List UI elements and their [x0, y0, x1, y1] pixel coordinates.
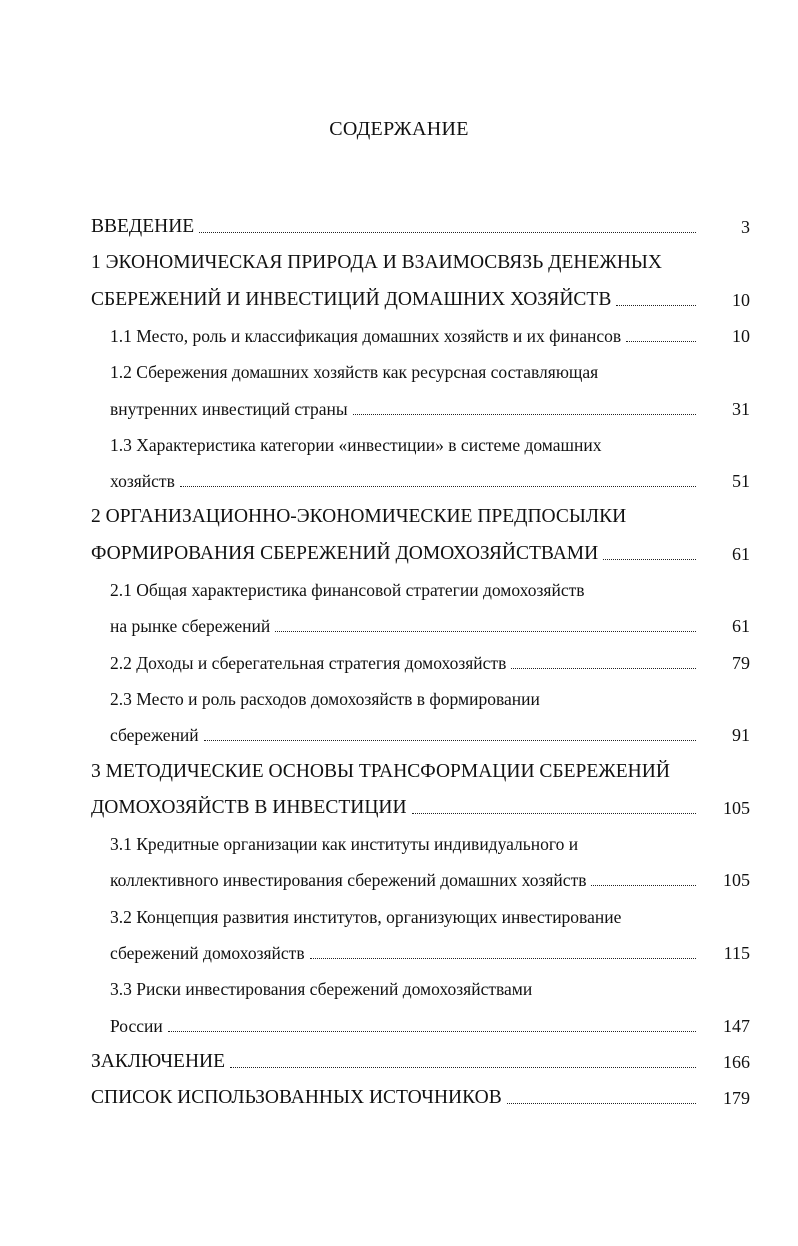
dot-leader — [353, 414, 696, 415]
toc-entry-line — [0, 390, 798, 426]
toc-entry-text: сбережений домохозяйств — [110, 943, 305, 963]
dot-leader — [507, 1103, 696, 1104]
toc-entry — [110, 653, 698, 674]
dot-leader — [310, 958, 696, 959]
toc-entry-text: внутренних инвестиций страны — [110, 398, 348, 419]
toc-entry-text: 2.1 Общая характеристика финансовой стратегии домохозяйств — [110, 580, 585, 600]
toc-entry-line — [0, 934, 798, 970]
toc-entry-text: 3 МЕТОДИЧЕСКИЕ ОСНОВЫ ТРАНСФОРМАЦИИ СБЕРЕЖЕНИЙ — [91, 760, 670, 782]
dot-leader — [626, 341, 696, 342]
toc-page-number: 61 — [732, 616, 750, 637]
toc-entry-text: России — [110, 1015, 163, 1036]
toc-entry-text: СПИСОК ИСПОЛЬЗОВАННЫХ ИСТОЧНИКОВ — [91, 1087, 502, 1109]
toc-entry-text: ФОРМИРОВАНИЯ СБЕРЕЖЕНИЙ ДОМОХОЗЯЙСТВАМИ — [91, 542, 599, 564]
toc-entry-text: хозяйств — [110, 471, 175, 492]
toc-entry-text: ДОМОХОЗЯЙСТВ В ИНВЕСТИЦИИ — [91, 796, 407, 818]
toc-entry — [110, 399, 698, 420]
toc-entry-text: СБЕРЕЖЕНИЙ И ИНВЕСТИЦИЙ ДОМАШНИХ ХОЗЯЙСТВ — [91, 288, 612, 310]
toc-entry-text: на рынке сбережений — [110, 616, 271, 637]
toc-entry-line — [0, 607, 798, 643]
toc-entry — [91, 1051, 698, 1073]
toc-entry — [91, 543, 698, 565]
toc-entry-line — [0, 861, 798, 897]
toc-entry-text: 1.3 Характеристика категории «инвестиции» в системе домашних — [110, 434, 602, 455]
toc-entry-line — [0, 753, 798, 789]
dot-leader — [616, 305, 696, 306]
toc-entry-text: 1.1 Место, роль и классификация домашних хозяйств и их финансов — [110, 325, 622, 346]
toc-entry-text: 2.3 Место и роль расходов домохозяйств в формировании — [110, 688, 540, 709]
toc-entry — [91, 797, 698, 819]
toc-entry — [110, 471, 698, 492]
dot-leader — [180, 486, 696, 487]
toc-entry-line — [0, 970, 798, 1006]
toc-page-number: 61 — [732, 543, 750, 564]
toc-entry — [91, 1087, 698, 1109]
dot-leader — [511, 668, 696, 669]
toc-entry-line — [0, 1043, 798, 1079]
dot-leader — [199, 232, 696, 233]
toc-entry-text: коллективного инвестирования сбережений домашних хозяйств — [110, 870, 587, 891]
toc-entry-text: 2 ОРГАНИЗАЦИОННО-ЭКОНОМИЧЕСКИЕ ПРЕДПОСЫЛКИ — [91, 506, 627, 528]
toc-entry-line — [0, 898, 798, 934]
toc-entry-text: 3.3 Риски инвестирования сбережений домохозяйствами — [110, 979, 533, 1000]
toc-page-number: 105 — [723, 797, 750, 818]
toc-entry-line — [0, 244, 798, 280]
toc-entry-line — [0, 789, 798, 825]
dot-leader — [230, 1067, 696, 1068]
toc-entry-text: 2.2 Доходы и сберегательная стратегия домохозяйств — [110, 652, 507, 673]
toc-page-number: 79 — [732, 652, 750, 673]
toc-entry — [110, 1016, 698, 1037]
toc-page-number: 51 — [732, 471, 750, 492]
dot-leader — [204, 740, 696, 741]
dot-leader — [603, 559, 696, 560]
toc-entry-line — [0, 644, 798, 680]
toc-page-number: 147 — [723, 1015, 750, 1036]
toc-entry-line — [0, 462, 798, 498]
toc-page-number: 10 — [732, 325, 750, 346]
toc-page-number: 3 — [741, 217, 750, 237]
toc-entry — [110, 870, 698, 891]
toc-entry-line — [0, 317, 798, 353]
toc-page-number: 91 — [732, 725, 750, 746]
toc-entry-line — [0, 1007, 798, 1043]
dot-leader — [412, 813, 696, 814]
toc-page-number: 115 — [723, 943, 750, 963]
toc-entry-line — [0, 825, 798, 861]
toc-entry-line — [0, 535, 798, 571]
toc-entry-text: ВВЕДЕНИЕ — [91, 216, 195, 237]
toc-entry-line — [0, 571, 798, 607]
toc-entry-text: 1.2 Сбережения домашних хозяйств как ресурсная составляющая — [110, 362, 599, 383]
toc-entry — [110, 943, 698, 964]
toc-page-number: 31 — [732, 398, 750, 419]
toc-entry-line — [0, 680, 798, 716]
toc-entry-line — [0, 498, 798, 534]
dot-leader — [591, 885, 696, 886]
toc-entry-text: 1 ЭКОНОМИЧЕСКАЯ ПРИРОДА И ВЗАИМОСВЯЗЬ ДЕНЕЖНЫХ — [91, 252, 663, 274]
page-title: СОДЕРЖАНИЕ — [329, 118, 469, 140]
toc-entry-line — [0, 208, 798, 244]
toc-entry-text: 3.2 Концепция развития институтов, организующих инвестирование — [110, 906, 622, 927]
toc-page-number: 179 — [723, 1088, 750, 1109]
toc-entry — [91, 216, 698, 238]
toc-page-number: 166 — [723, 1051, 750, 1072]
toc-entry — [110, 326, 698, 347]
dot-leader — [168, 1031, 696, 1032]
toc-entry-line — [0, 426, 798, 462]
toc-entry-text: 3.1 Кредитные организации как институты индивидуального и — [110, 834, 579, 855]
toc-entry — [110, 616, 698, 637]
toc-page-number: 10 — [732, 289, 750, 310]
toc-entry-text: ЗАКЛЮЧЕНИЕ — [91, 1050, 226, 1072]
toc-entry-line — [0, 716, 798, 752]
toc-entry-line — [0, 1079, 798, 1115]
toc-page-number: 105 — [723, 870, 750, 891]
toc-entry — [110, 725, 698, 746]
toc-entry-line — [0, 353, 798, 389]
toc-entry-line — [0, 281, 798, 317]
toc-entry — [91, 289, 698, 311]
toc-entry-text: сбережений — [110, 725, 199, 746]
dot-leader — [275, 631, 696, 632]
